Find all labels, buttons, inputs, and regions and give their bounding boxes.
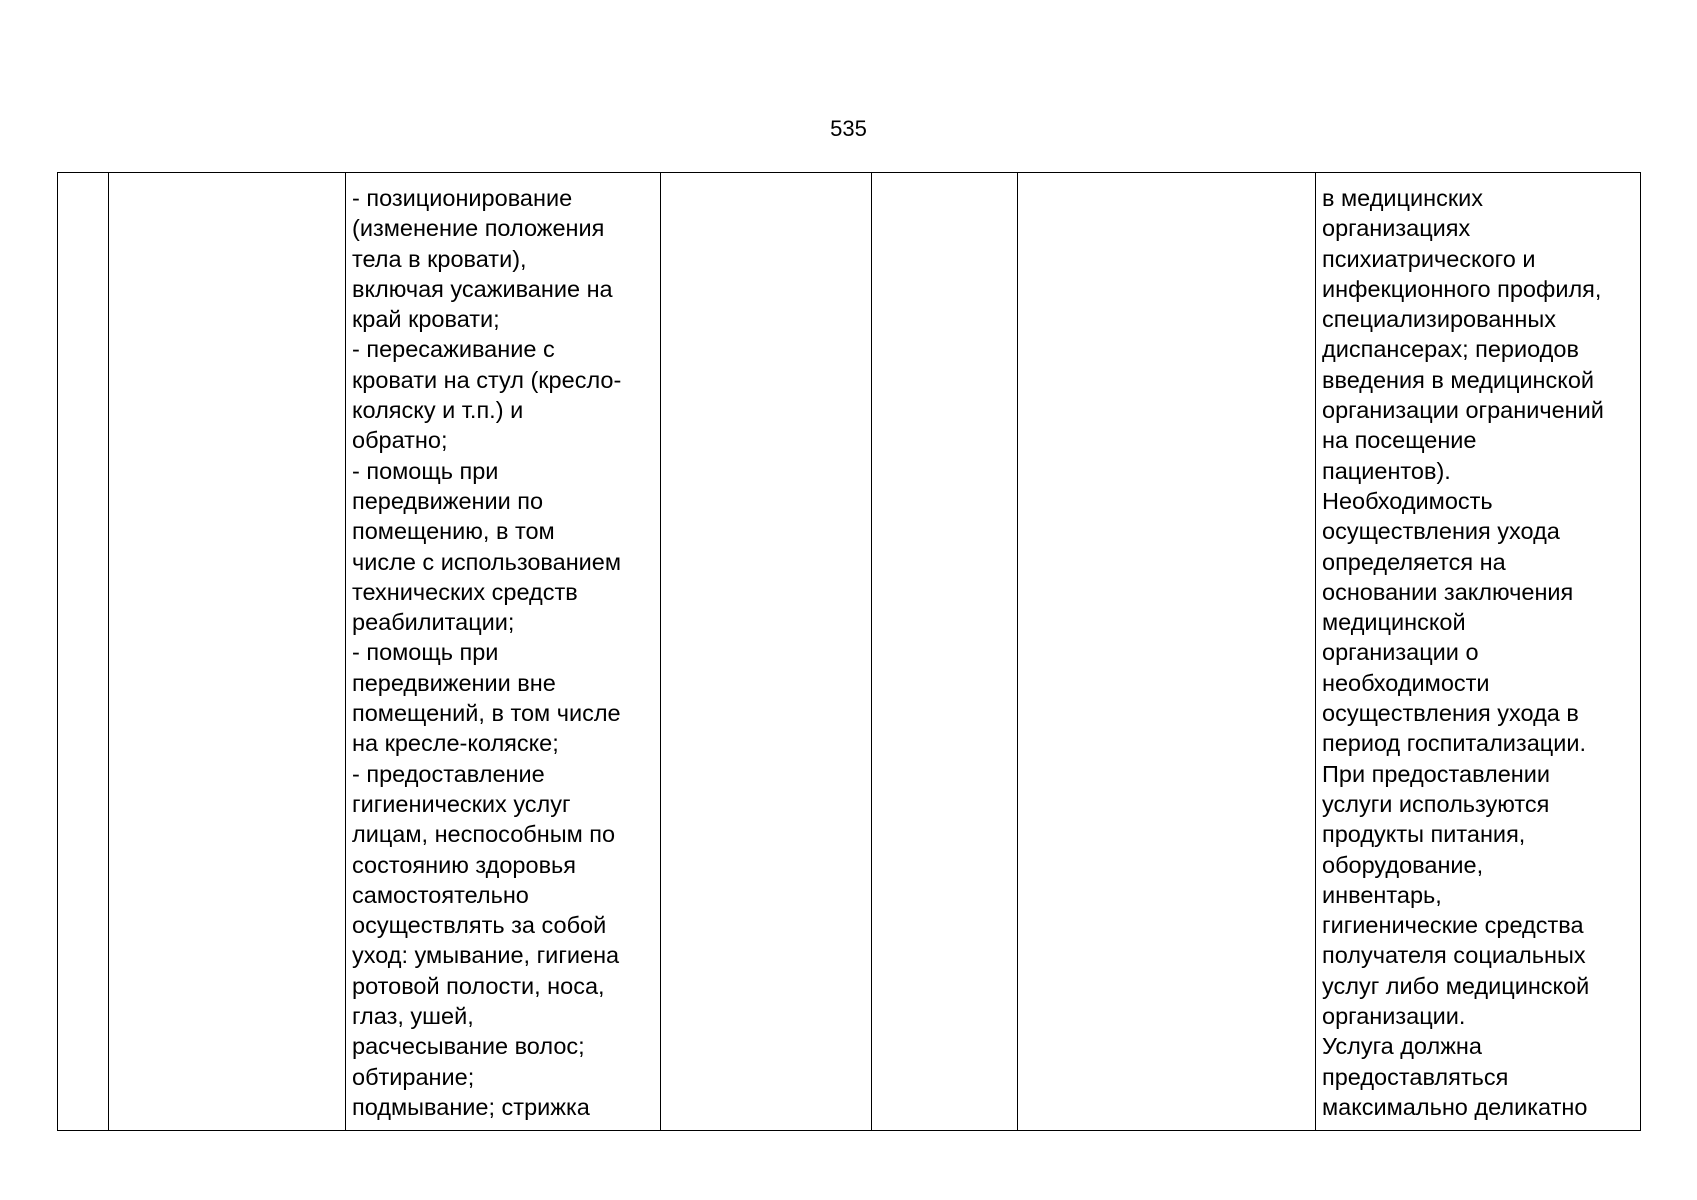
table-cell-service-conditions: в медицинских организациях психиатрического и инфекционного профиля, специализированных диспансерах; периодов введения в медицинской организации ограничений на посещение пациентов). Необходимость осуществления ухода определяется на основании заключения медицинской организации о необходимости осуществления ухода в период госпитализации. При предоставлении услуги используются продукты питания, оборудование, инвентарь, гигиенические средства получателя социальных услуг либо медицинской организации. Услуга должна предоставляться максимально деликатно [1316, 173, 1641, 1131]
table-cell-col5 [872, 173, 1018, 1131]
table-row [58, 173, 1641, 1131]
table-cell-service-content: - позиционирование (изменение положения тела в кровати), включая усаживание на край кровати; - пересаживание с кровати на стул (кресло- коляску и т.п.) и обратно; - помощь при передвижении по помещению, в том числе с использованием технических средств реабилитации; - помощь при передвижении вне помещений, в том числе на кресле-коляске; - предоставление гигиенических услуг лицам, неспособным по состоянию здоровья самостоятельно осуществлять за собой уход: умывание, гигиена ротовой полости, носа, глаз, ушей, расчесывание волос; обтирание; подмывание; стрижка [346, 173, 661, 1131]
page-number: 535 [830, 116, 867, 141]
table-cell-col6 [1018, 173, 1316, 1131]
table-cell-col1 [58, 173, 109, 1131]
table-cell-col4 [661, 173, 872, 1131]
services-table [57, 172, 1641, 1131]
table-cell-col2 [109, 173, 346, 1131]
